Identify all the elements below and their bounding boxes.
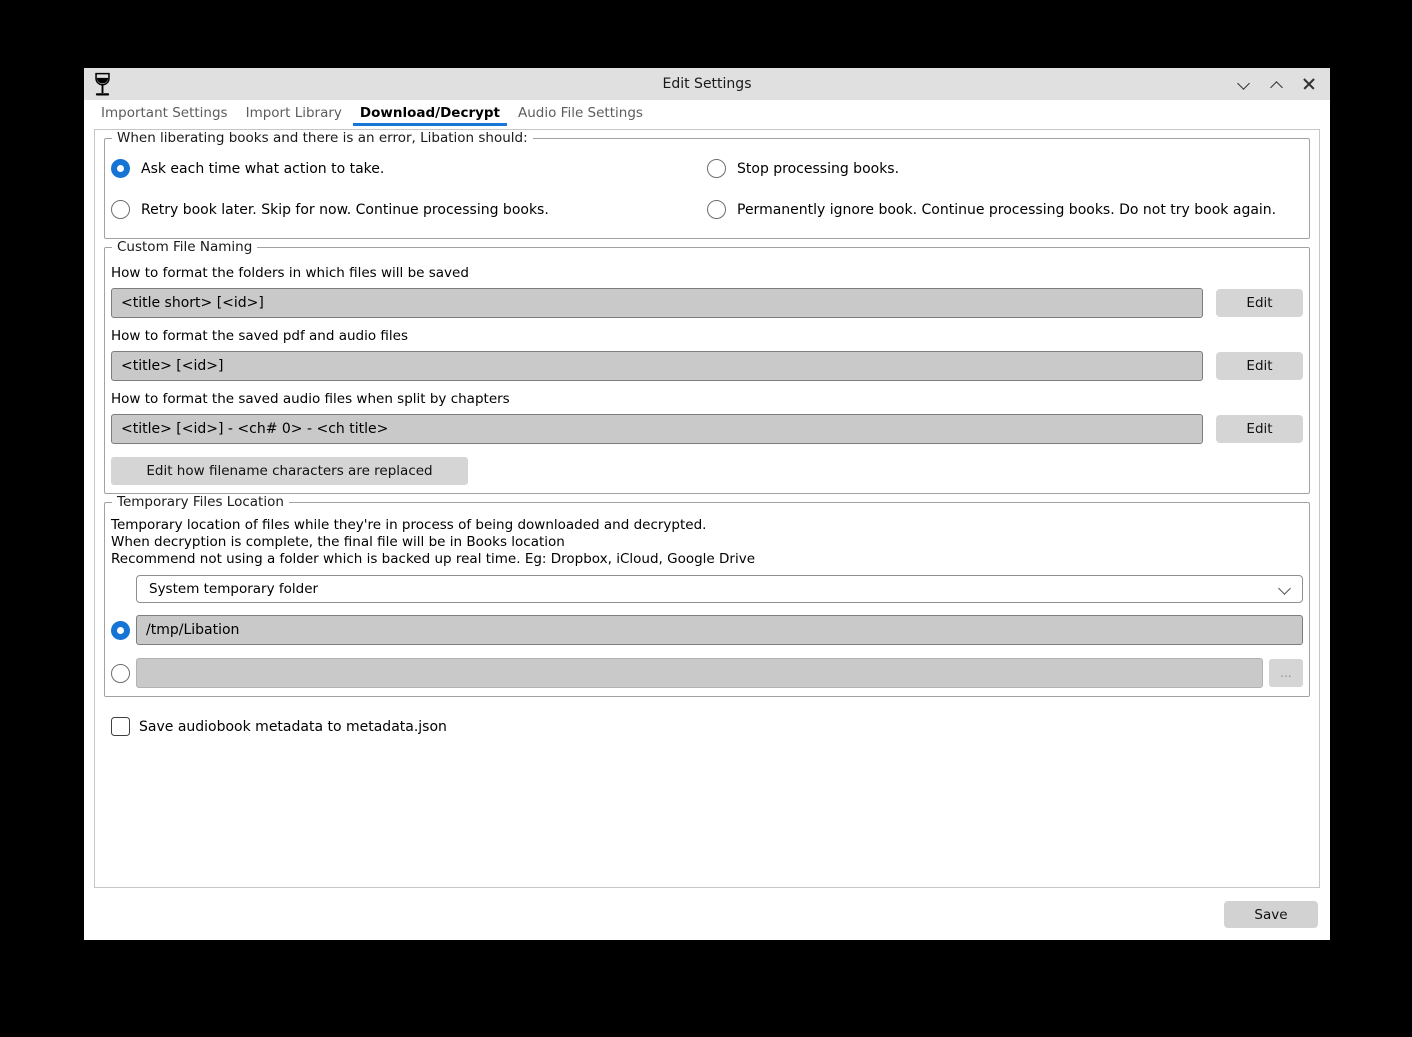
edit-filename-characters-button[interactable]: Edit how filename characters are replaced [111, 457, 468, 485]
metadata-checkbox[interactable] [111, 717, 130, 736]
radio-label: Permanently ignore book. Continue processing books. Do not try book again. [737, 201, 1277, 218]
temp-description-line: Temporary location of files while they're in process of being downloaded and decrypted. [111, 517, 707, 533]
file-template-edit-button[interactable]: Edit [1216, 352, 1303, 380]
metadata-checkbox-row[interactable] [111, 717, 1310, 736]
custom-file-naming-group [104, 239, 1310, 494]
temp-description-line: Recommend not using a folder which is backed up real time. Eg: Dropbox, iCloud, Google Drive [111, 550, 756, 567]
file-template-input[interactable] [111, 351, 1203, 381]
custom-file-naming-legend: Custom File Naming [117, 239, 253, 255]
folder-template-input[interactable] [111, 288, 1203, 318]
close-icon[interactable] [1302, 77, 1316, 91]
error-handling-group [104, 130, 1310, 239]
tab-import-library[interactable]: Import Library [245, 105, 342, 121]
wine-glass-icon [93, 72, 112, 97]
metadata-checkbox-label: Save audiobook metadata to metadata.json [139, 718, 447, 735]
chapter-template-input[interactable] [111, 414, 1203, 444]
custom-temp-path-radio[interactable] [111, 621, 130, 640]
tab-important-settings[interactable]: Important Settings [101, 105, 228, 121]
temp-description-line: When decryption is complete, the final file will be in Books location [111, 533, 565, 550]
temp-folder-dropdown-value: System temporary folder [149, 581, 319, 598]
window-title: Edit Settings [662, 76, 752, 92]
browse-button[interactable]: ... [1269, 659, 1303, 687]
settings-tabbar [84, 100, 1330, 126]
radio-icon[interactable] [111, 159, 130, 178]
custom-temp-path-input[interactable] [136, 615, 1303, 645]
temporary-files-location-group [104, 494, 1310, 697]
radio-option-ask-each-time[interactable] [111, 148, 707, 189]
radio-icon[interactable] [111, 200, 130, 219]
radio-label: Retry book later. Skip for now. Continue processing books. [141, 201, 549, 218]
edit-settings-window [84, 68, 1330, 940]
error-handling-legend: When liberating books and there is an error, Libation should: [117, 130, 528, 146]
save-button[interactable]: Save [1224, 901, 1318, 928]
temp-folder-dropdown[interactable] [136, 575, 1303, 603]
file-template-label: How to format the saved pdf and audio files [111, 328, 408, 344]
radio-option-retry-later[interactable] [111, 189, 707, 230]
radio-option-permanently-ignore[interactable] [707, 189, 1303, 230]
temporary-files-location-legend: Temporary Files Location [117, 494, 284, 510]
radio-label: Ask each time what action to take. [141, 160, 385, 177]
maximize-icon[interactable] [1269, 77, 1283, 91]
other-temp-path-radio[interactable] [111, 664, 130, 683]
tab-content-panel [94, 129, 1320, 888]
folder-template-edit-button[interactable]: Edit [1216, 289, 1303, 317]
tab-audio-file-settings[interactable]: Audio File Settings [518, 105, 643, 121]
folder-template-label: How to format the folders in which files will be saved [111, 265, 469, 281]
radio-icon[interactable] [707, 200, 726, 219]
radio-icon[interactable] [707, 159, 726, 178]
radio-label: Stop processing books. [737, 160, 900, 177]
titlebar [84, 68, 1330, 100]
chapter-template-edit-button[interactable]: Edit [1216, 415, 1303, 443]
chevron-down-icon [1278, 583, 1290, 595]
radio-option-stop-processing[interactable] [707, 148, 1303, 189]
chapter-template-label: How to format the saved audio files when split by chapters [111, 391, 510, 407]
other-temp-path-input[interactable] [136, 658, 1263, 688]
minimize-icon[interactable] [1236, 77, 1250, 91]
tab-download-decrypt[interactable]: Download/Decrypt [351, 100, 509, 126]
